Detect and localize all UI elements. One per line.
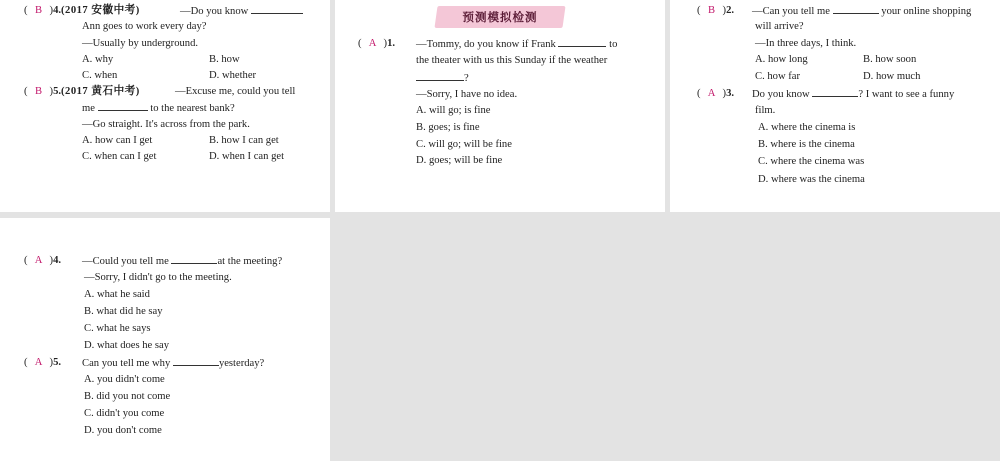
answer-p1-q5: B bbox=[34, 86, 43, 97]
question-source-p1-q4: (2017 安徽中考) bbox=[61, 5, 140, 16]
answer-p1-q4: B bbox=[34, 5, 43, 16]
answer-p4-q4: A bbox=[34, 255, 43, 266]
question-line-p4-q4-2: —Sorry, I didn't go to the meeting. bbox=[84, 272, 232, 283]
option-d: D. what does he say bbox=[84, 340, 170, 351]
question-number-p1-q5: 5. bbox=[53, 86, 62, 97]
question-line-p1-q4-3: —Usually by underground. bbox=[82, 38, 199, 49]
question-line-p3-q2-1: —Can you tell me your online shopping bbox=[752, 3, 971, 21]
answer-p3-q3: A bbox=[707, 88, 716, 99]
question-line-p1-q4-2: Ann goes to work every day? bbox=[82, 21, 207, 32]
option-a: A. how can I get bbox=[82, 135, 153, 146]
question-line-p3-q2-3: —In three days, I think. bbox=[755, 38, 857, 49]
question-line-p4-q4-1: —Could you tell me at the meeting? bbox=[82, 253, 282, 271]
option-d: D. whether bbox=[209, 70, 257, 81]
option-c: C. what he says bbox=[84, 323, 151, 334]
answer-bracket-p4-q4: ( A )4. bbox=[24, 253, 61, 270]
option-c: C. where the cinema was bbox=[758, 156, 865, 167]
question-line-p2-q1-2: the theater with us this Sunday if the weather bbox=[416, 55, 608, 66]
answer-bracket-p1-q5: ( B )5.(2017 黄石中考) bbox=[24, 84, 140, 101]
answer-p2-q1: A bbox=[368, 38, 377, 49]
answer-p3-q2: B bbox=[707, 5, 716, 16]
question-number-p4-q4: 4. bbox=[53, 255, 62, 266]
answer-p4-q5: A bbox=[34, 357, 43, 368]
option-c: C. when bbox=[82, 70, 118, 81]
answer-blank bbox=[173, 355, 219, 366]
question-line-p1-q5-1: —Excuse me, could you tell bbox=[175, 86, 296, 97]
question-number-p2-q1: 1. bbox=[387, 38, 396, 49]
option-c: C. didn't you come bbox=[84, 408, 165, 419]
question-line-p3-q3-2: film. bbox=[755, 105, 776, 116]
option-b: B. what did he say bbox=[84, 306, 163, 317]
answer-bracket-p1-q4: ( B )4.(2017 安徽中考) bbox=[24, 3, 140, 20]
option-b: B. how I can get bbox=[209, 135, 279, 146]
answer-bracket-p2-q1: ( A )1. bbox=[358, 36, 395, 53]
question-line-p1-q5-3: —Go straight. It's across from the park. bbox=[82, 119, 250, 130]
option-a: A. will go; is fine bbox=[416, 105, 491, 116]
question-line-p1-q5-2: me to the nearest bank? bbox=[82, 100, 235, 118]
option-c: C. will go; will be fine bbox=[416, 139, 512, 150]
option-b: B. where is the cinema bbox=[758, 139, 855, 150]
question-line-p1-q4-1: —Do you know bbox=[180, 3, 303, 21]
section-title: 预测模拟检测 bbox=[462, 10, 538, 24]
option-a: A. what he said bbox=[84, 289, 150, 300]
option-c: C. how far bbox=[755, 71, 801, 82]
question-number-p3-q2: 2. bbox=[726, 5, 735, 16]
option-a: A. why bbox=[82, 54, 114, 65]
question-number-p1-q4: 4. bbox=[53, 5, 62, 16]
question-line-p3-q3-1: Do you know ? I want to see a funny bbox=[752, 86, 954, 104]
option-d: D. how much bbox=[863, 71, 921, 82]
option-a: A. where the cinema is bbox=[758, 122, 856, 133]
option-d: D. when I can get bbox=[209, 151, 285, 162]
answer-blank bbox=[251, 3, 303, 14]
option-c: C. when can I get bbox=[82, 151, 157, 162]
question-line-p3-q2-2: will arrive? bbox=[755, 21, 804, 32]
option-a: A. how long bbox=[755, 54, 808, 65]
question-number-p4-q5: 5. bbox=[53, 357, 62, 368]
panel-top-middle bbox=[335, 0, 665, 212]
option-d: D. where was the cinema bbox=[758, 174, 865, 185]
question-number-p3-q3: 3. bbox=[726, 88, 735, 99]
option-b: B. did you not come bbox=[84, 391, 171, 402]
option-a: A. you didn't come bbox=[84, 374, 165, 385]
question-line-p2-q1-3: ? bbox=[416, 70, 469, 88]
option-d: D. you don't come bbox=[84, 425, 162, 436]
answer-blank bbox=[558, 36, 606, 47]
question-line-p2-q1-1: —Tommy, do you know if Frank to bbox=[416, 36, 617, 54]
option-d: D. goes; will be fine bbox=[416, 155, 503, 166]
answer-blank bbox=[171, 253, 217, 264]
question-source-p1-q5: (2017 黄石中考) bbox=[61, 86, 140, 97]
answer-blank bbox=[833, 3, 879, 14]
option-b: B. how soon bbox=[863, 54, 917, 65]
answer-bracket-p4-q5: ( A )5. bbox=[24, 355, 61, 372]
answer-blank bbox=[98, 100, 148, 111]
question-line-p4-q5-1: Can you tell me why yesterday? bbox=[82, 355, 264, 373]
answer-blank bbox=[416, 70, 464, 81]
option-b: B. how bbox=[209, 54, 240, 65]
answer-bracket-p3-q2: ( B )2. bbox=[697, 3, 734, 20]
answer-bracket-p3-q3: ( A )3. bbox=[697, 86, 734, 103]
answer-blank bbox=[812, 86, 858, 97]
question-line-p2-q1-4: —Sorry, I have no idea. bbox=[416, 89, 518, 100]
option-b: B. goes; is fine bbox=[416, 122, 480, 133]
